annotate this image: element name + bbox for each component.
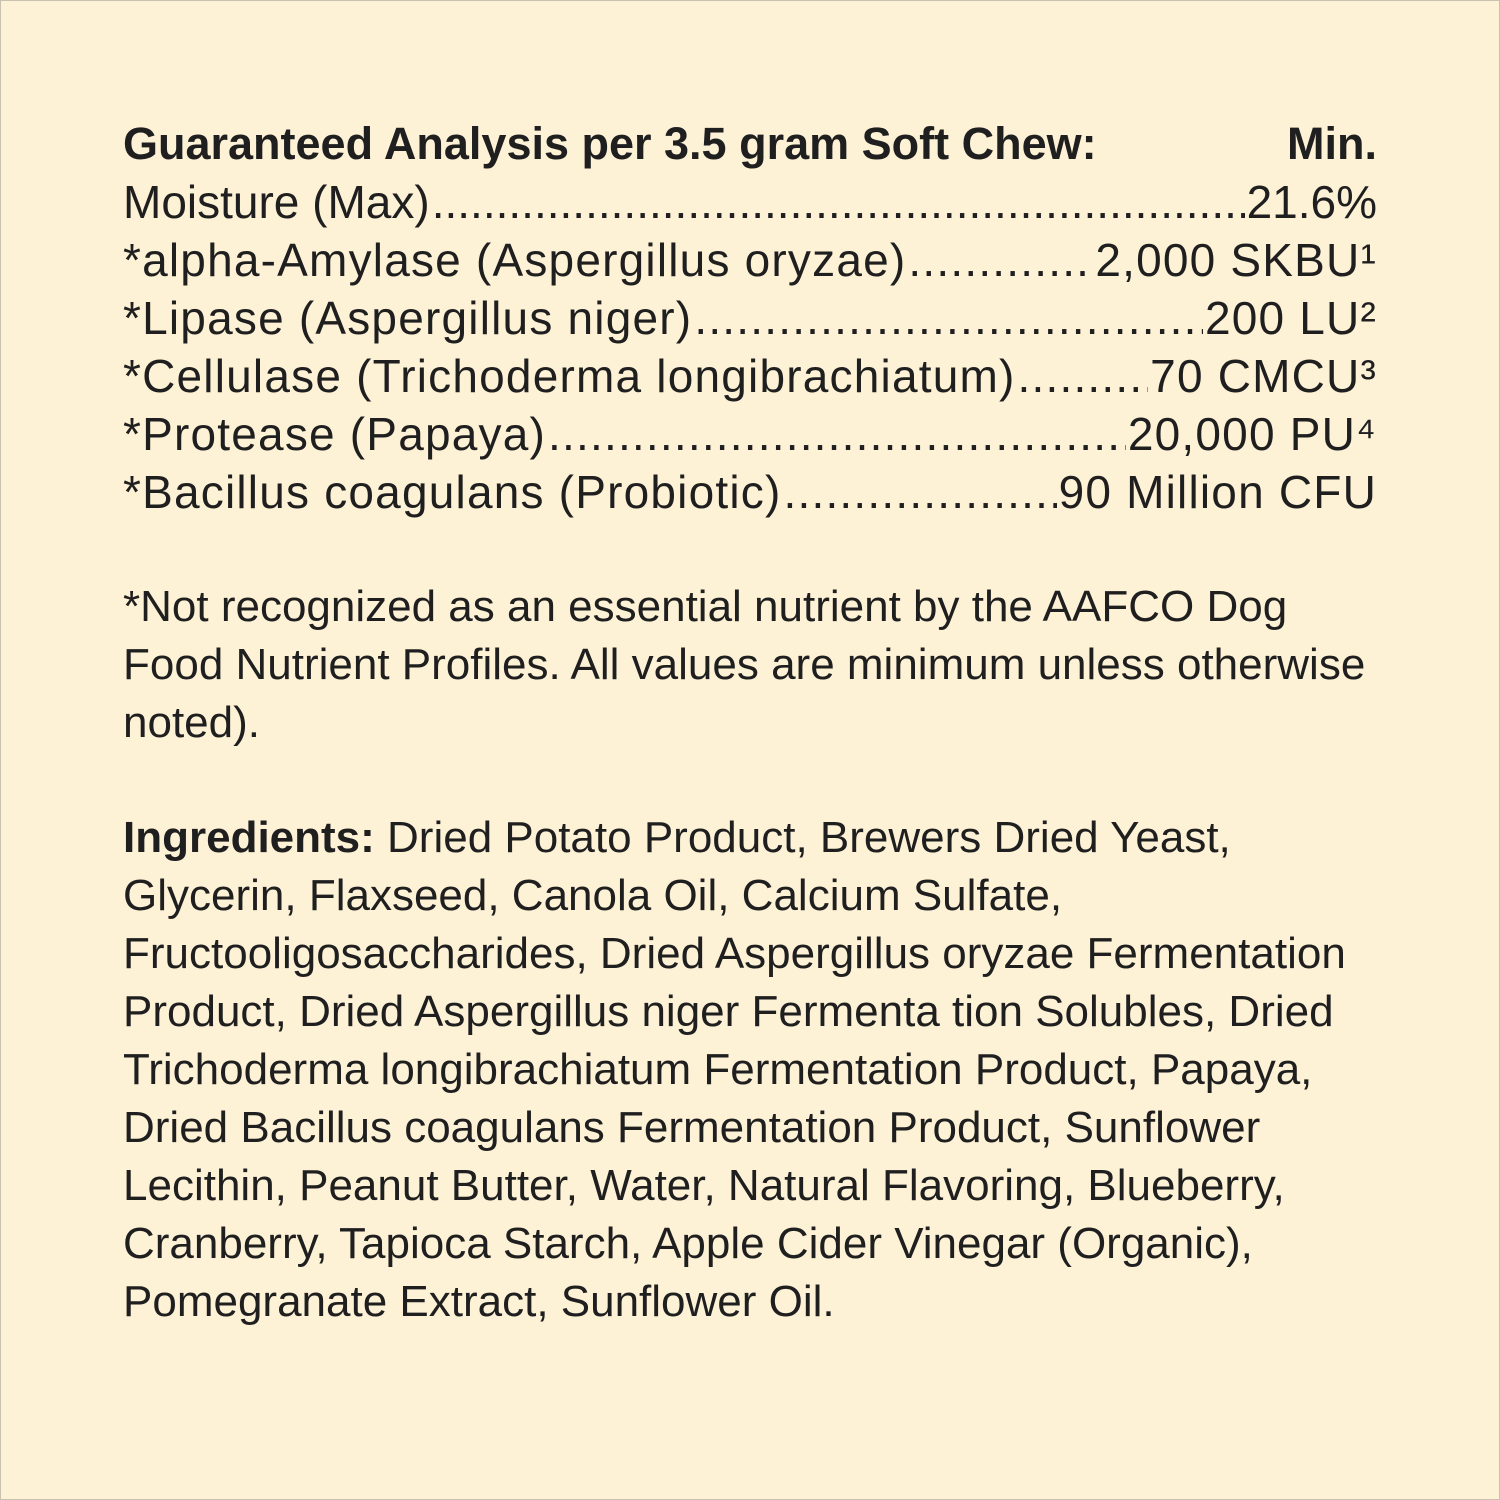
analysis-row-name: Moisture (Max) (123, 176, 430, 228)
ingredients-paragraph (123, 809, 1377, 1331)
ingredients-label: Ingredients: (123, 813, 375, 862)
analysis-row-value: 2,000 SKBU¹ (1095, 234, 1377, 286)
dot-leader (908, 231, 1093, 289)
analysis-heading-text: Guaranteed Analysis per 3.5 gram Soft Chew: (123, 118, 1097, 169)
analysis-min-column: Min. (1287, 118, 1377, 169)
analysis-row-value: 200 LU² (1204, 292, 1377, 344)
analysis-row-amylase (123, 231, 1377, 289)
analysis-row-bacillus (123, 463, 1377, 521)
analysis-row-name: *Bacillus coagulans (Probiotic) (123, 466, 782, 518)
analysis-row-name: *Protease (Papaya) (123, 408, 547, 460)
dot-leader (694, 289, 1203, 347)
analysis-row-value: 70 CMCU³ (1150, 350, 1377, 402)
dot-leader (548, 405, 1126, 463)
dot-leader (432, 173, 1245, 231)
analysis-row-name: *Lipase (Aspergillus niger) (123, 292, 693, 344)
analysis-row-name: *Cellulase (Trichoderma longibrachiatum) (123, 350, 1016, 402)
analysis-row-value: 21.6% (1246, 176, 1377, 228)
ingredients-list: Dried Potato Product, Brewers Dried Yeast, Glycerin, Flaxseed, Canola Oil, Calcium Sulfate, Fructooligosaccharides, Dried Aspergillus oryzae Fermentation Product, Dried Aspergillus niger Fermenta tion Solubles, Dried Trichoderma longibrachiatum Fermentation Product, Papaya, Dried Bacillus coagulans Fermentation Product, Sunflower Lecithin, Peanut Butter, Water, Natural Flavoring, Blueberry, Cranberry, Tapioca Starch, Apple Cider Vinegar (Organic), Pomegranate Extract, Sunflower Oil. (123, 813, 1346, 1326)
analysis-row-lipase (123, 289, 1377, 347)
analysis-row-value: 90 Million CFU (1058, 466, 1377, 518)
analysis-row-name: *alpha-Amylase (Aspergillus oryzae) (123, 234, 907, 286)
aafco-footnote: *Not recognized as an essential nutrient by the AAFCO Dog Food Nutrient Profiles. All values are minimum unless otherwise noted). (123, 582, 1366, 747)
analysis-row-cellulase (123, 347, 1377, 405)
dot-leader (784, 463, 1057, 521)
guaranteed-analysis-heading (123, 115, 1377, 173)
analysis-row-protease (123, 405, 1377, 463)
dot-leader (1018, 347, 1149, 405)
label-content (123, 115, 1377, 1331)
analysis-row-value: 20,000 PU⁴ (1127, 408, 1377, 460)
analysis-row-moisture (123, 173, 1377, 231)
